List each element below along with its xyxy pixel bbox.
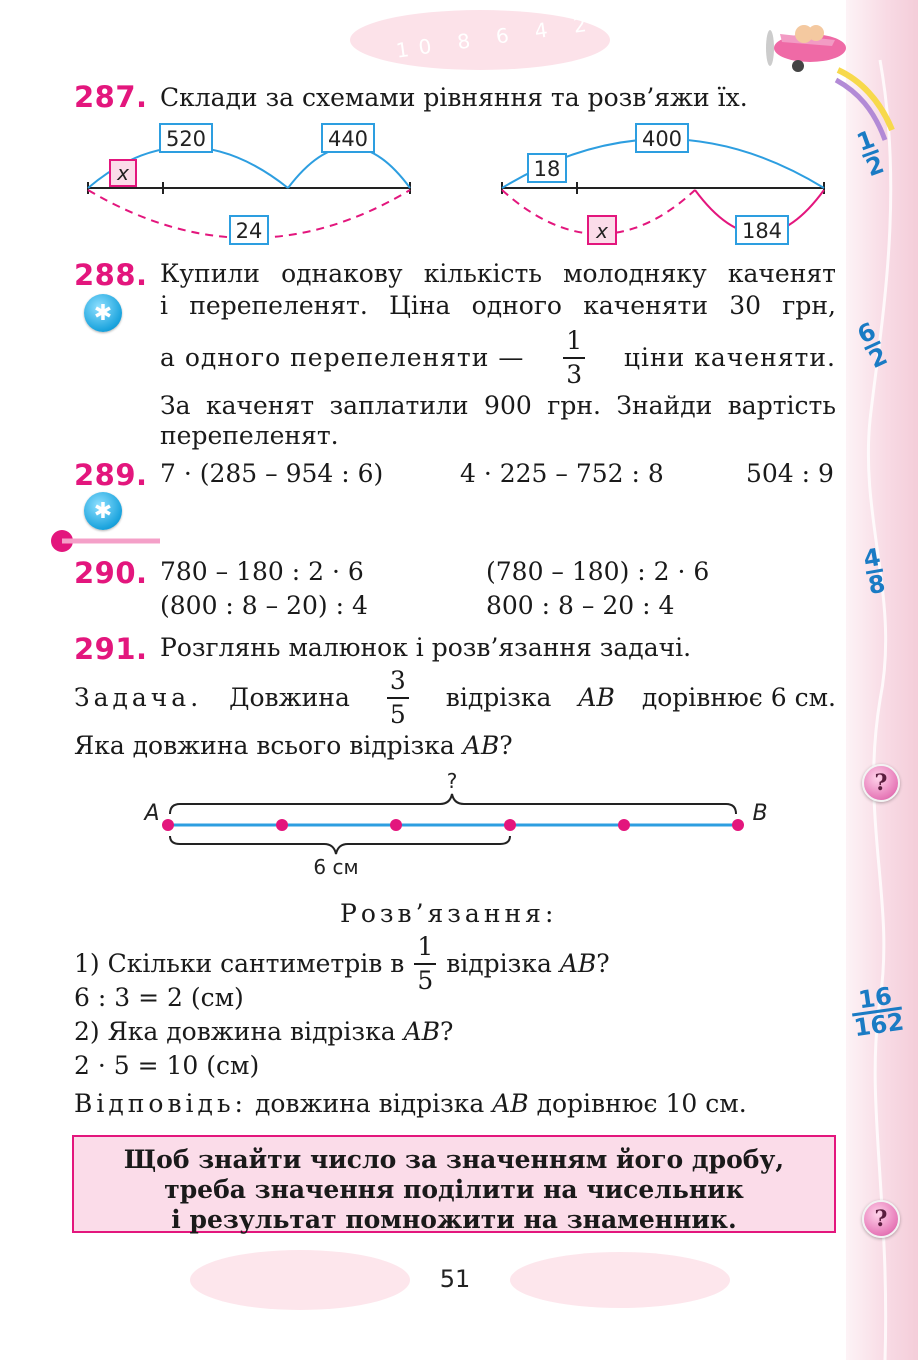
exercise-text: і перепеленят. Ціна одного каченяти 30 грн, <box>160 291 836 320</box>
scheme-value: 24 <box>235 219 263 243</box>
expression: (780 – 180) : 2 · 6 <box>486 557 710 586</box>
side-fraction-3: 4 8 <box>861 542 888 601</box>
puzzle-icon: ✱ <box>84 294 122 332</box>
task-question: Яка довжина всього відрізка AB? <box>74 731 513 760</box>
exercise-text-line <box>160 322 836 394</box>
answer: Відповідь: довжина відрізка AB дорівнює 10 см. <box>74 1089 747 1118</box>
segment-name: AB <box>578 683 615 712</box>
point-a-label: A <box>144 801 160 826</box>
solution-step-2: 2) Яка довжина відрізка AB? <box>74 1017 454 1046</box>
expression: 800 : 8 – 20 : 4 <box>486 591 675 620</box>
exercise-text: ціни каченяти. <box>623 343 836 372</box>
solution-calc: 6 : 3 = 2 (см) <box>74 983 244 1012</box>
exercise-number: 289. <box>74 458 148 492</box>
solution-title: Розв’язання: <box>340 899 558 928</box>
scheme-value: 440 <box>327 127 369 151</box>
solution-step-1: 1) Скільки сантиметрів в $\frac{1}{5}$ відрізка AB ? <box>74 932 610 995</box>
total-question-label: ? <box>446 769 458 793</box>
scheme-value: 184 <box>741 219 783 243</box>
exercise-number: 288. <box>74 258 148 292</box>
question-icon: ? <box>862 1200 900 1238</box>
page-number: 51 <box>439 1265 471 1293</box>
fraction: $\frac{1}{3}$ <box>563 328 585 388</box>
task-text: відрізка <box>445 683 552 712</box>
rule-line: Щоб знайти число за значенням його дробу, <box>123 1145 785 1174</box>
expression: (800 : 8 – 20) : 4 <box>160 591 368 620</box>
length-label: 6 см <box>313 855 359 879</box>
expression: 780 – 180 : 2 · 6 <box>160 557 364 586</box>
airplane-icon <box>740 14 850 80</box>
scheme-1 <box>88 124 410 244</box>
exercise-text: Склади за схемами рівняння та розв’яжи їх. <box>160 83 748 112</box>
rule-box <box>72 1135 836 1233</box>
expression: 4 · 225 – 752 : 8 <box>460 459 664 488</box>
scheme-2 <box>502 124 824 244</box>
countdown-decoration: 10 8 6 4 2 1 <box>394 5 637 63</box>
exercise-text: а одного перепеленяти — <box>160 343 525 372</box>
exercise-number: 291. <box>74 632 148 666</box>
scheme-unknown: x <box>117 161 129 185</box>
exercise-text: перепеленят. <box>160 421 339 450</box>
task-label: Задача. <box>74 683 203 712</box>
task-text: дорівнює 6 см. <box>641 683 836 712</box>
side-fraction-4: 16 162 <box>849 983 906 1040</box>
expression: 7 · (285 – 954 : 6) <box>160 459 384 488</box>
exercise-text: Купили однакову кількість молодняку каченят <box>160 259 836 288</box>
scheme-unknown: x <box>596 219 608 243</box>
expression: 504 : 9 <box>746 459 834 488</box>
fraction: $\frac{1}{5}$ <box>414 934 436 994</box>
exercise-text: За каченят заплатили 900 грн. Знайди вартість <box>160 391 836 420</box>
scheme-value: 400 <box>641 127 683 151</box>
solution-calc: 2 · 5 = 10 (см) <box>74 1051 260 1080</box>
rule-line: і результат помножити на знаменник. <box>171 1205 737 1234</box>
scheme-value: 18 <box>533 157 561 181</box>
equation-schemes <box>80 118 840 246</box>
question-icon: ? <box>862 764 900 802</box>
puzzle-icon: ✱ <box>84 492 122 530</box>
scheme-value: 520 <box>165 127 207 151</box>
exercise-number: 290. <box>74 556 148 590</box>
side-fraction-2: 6 2 <box>853 317 892 374</box>
point-b-label: B <box>752 801 768 826</box>
rule-line: треба значення поділити на чисельник <box>164 1175 744 1204</box>
task-line <box>74 662 836 734</box>
side-fraction-1: 1 2 <box>853 124 888 183</box>
task-text: Довжина <box>229 683 350 712</box>
fraction: $\frac{3}{5}$ <box>387 668 409 728</box>
exercise-number: 287. <box>74 80 148 114</box>
exercise-text: Розглянь малюнок і розв’язання задачі. <box>160 633 692 662</box>
segment-figure <box>140 768 780 884</box>
